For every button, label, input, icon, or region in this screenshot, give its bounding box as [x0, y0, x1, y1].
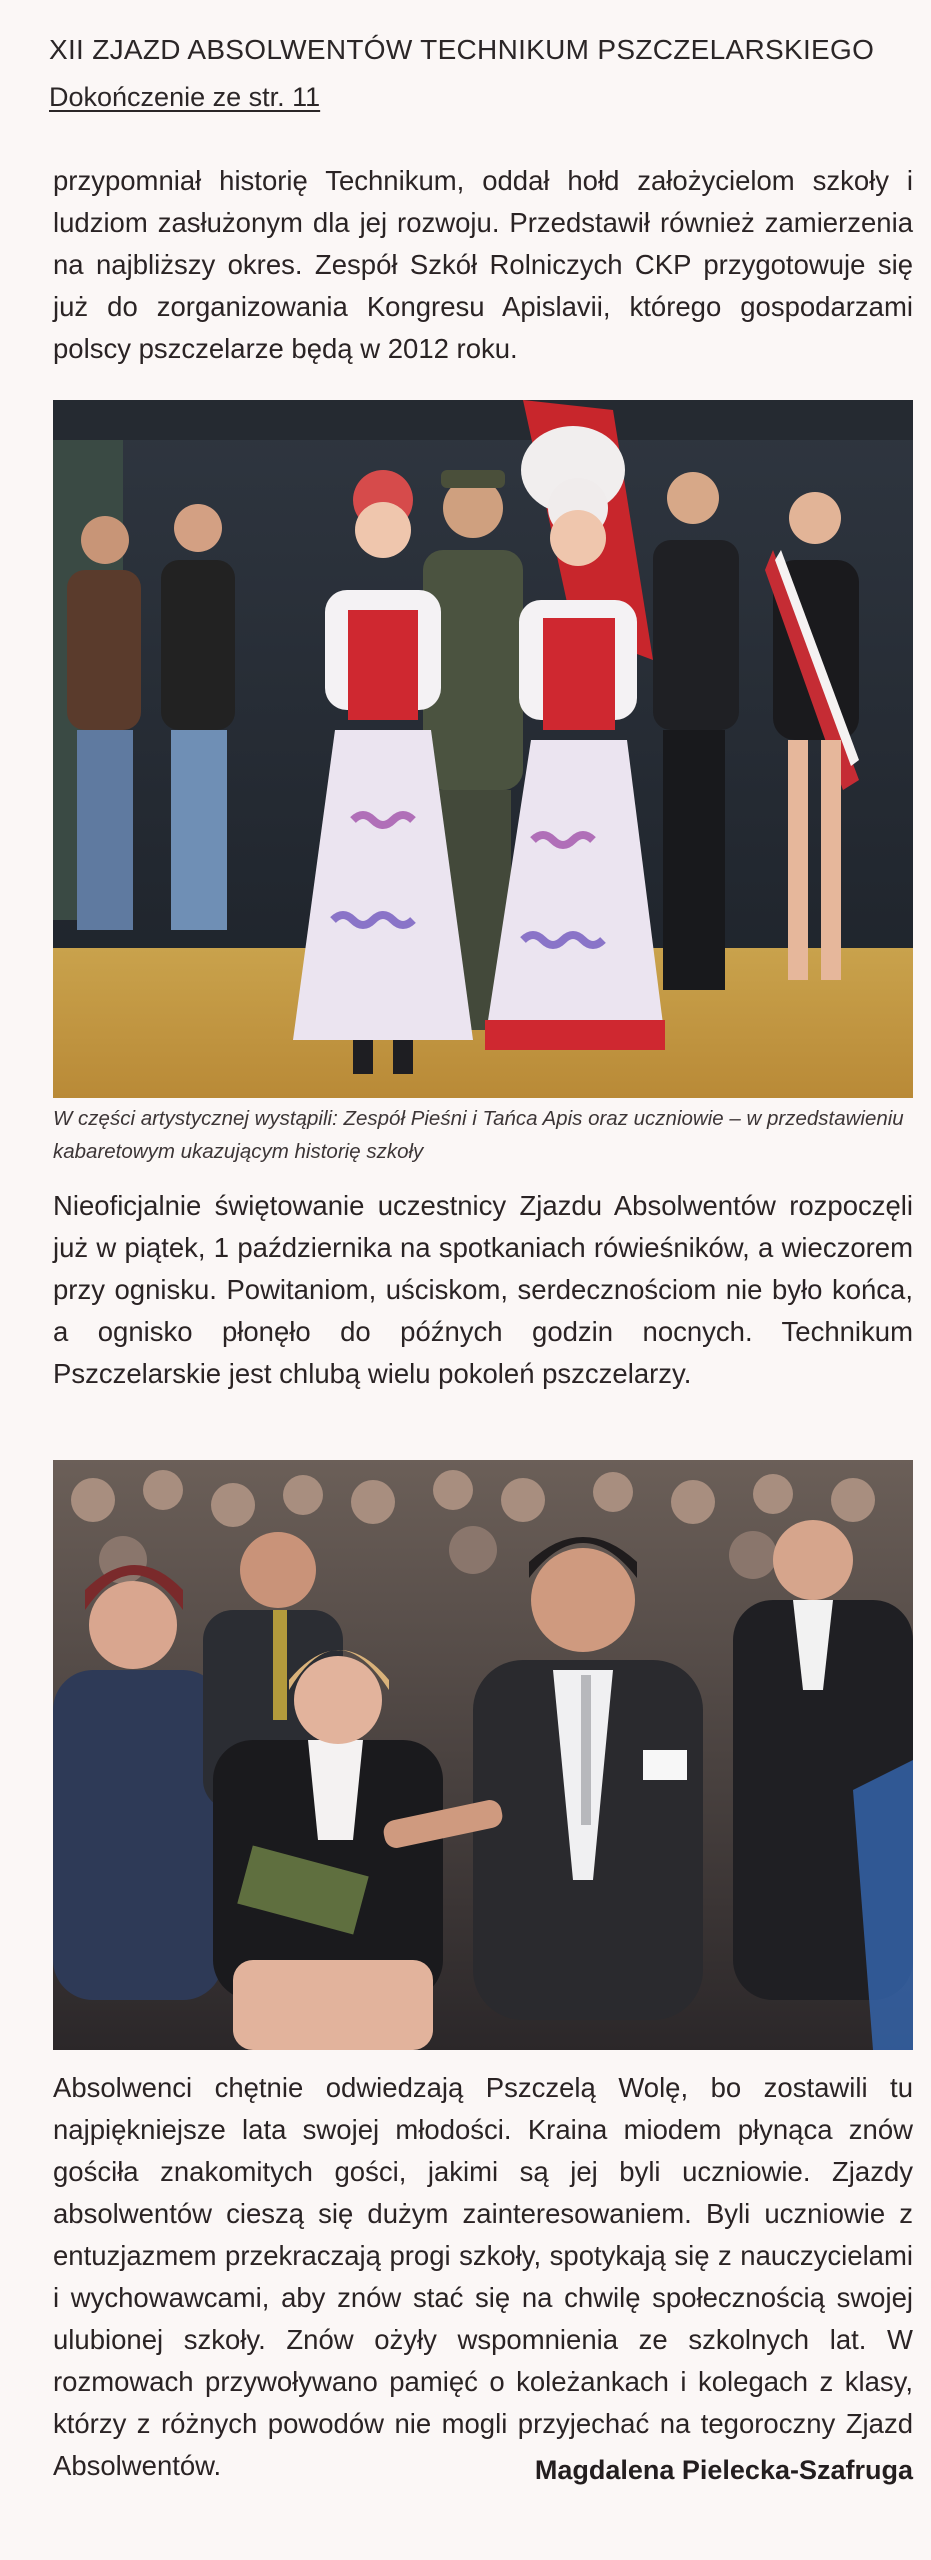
- stage-performance-photo: [53, 400, 913, 1098]
- article-paragraph-2: Nieoficjalnie świętowanie uczestnicy Zjazdu Absolwentów rozpoczęli już w piątek, 1 października na spotkaniach rówieśników, a wieczorem przy ognisku. Powitaniom, uściskom, serdecznościom nie było końca, a ognisko płonęło do późnych godzin nocnych. Technikum Pszczelarskie jest chlubą wielu pokoleń pszczelarzy.: [53, 1190, 913, 1389]
- stage-performance-illustration: [53, 400, 913, 1098]
- article-paragraph-1: przypomniał historię Technikum, oddał hołd założycielom szkoły i ludziom zasłużonym dla jej rozwoju. Przedstawił również zamierzenia na najbliższy okres. Zespół Szkół Rolniczych CKP przygotowuje się już do zorganizowania Kongresu Apislavii, którego gospodarzami polscy pszczelarze będą w 2012 roku.: [53, 165, 913, 364]
- author-signature: Magdalena Pielecka-Szafruga: [534, 2455, 913, 2485]
- continuation-note: Dokończenie ze str. 11: [49, 82, 321, 112]
- audience-photo: [53, 1460, 913, 2050]
- section-title: XII ZJAZD ABSOLWENTÓW TECHNIKUM PSZCZELARSKIEGO: [49, 34, 875, 65]
- photo-1-caption: W części artystycznej wystąpili: Zespół Pieśni i Tańca Apis oraz uczniowie – w przedstawieniu kabaretowym ukazującym historię szkoły: [53, 1107, 904, 1163]
- audience-illustration: [53, 1460, 913, 2050]
- article-paragraph-3: Absolwenci chętnie odwiedzają Pszczelą Wolę, bo zostawili tu najpiękniejsze lata swojej młodości. Kraina miodem płynąca znów gościła znakomitych gości, jakimi są jej byli uczniowie. Zjazdy absolwentów cieszą się dużym zainteresowaniem. Byli uczniowie z entuzjazmem przekraczają progi szkoły, spotykają się z nauczycielami i wychowawcami, aby znów stać się na chwilę społecznością swojej ulubionej szkoły. Znów ożyły wspomnienia ze szkolnych lat. W rozmowach przywoływano pamięć o koleżankach i kolegach z klasy, którzy z różnych powodów nie mogli przyjechać na tegoroczny Zjazd Absolwentów.: [53, 2072, 913, 2481]
